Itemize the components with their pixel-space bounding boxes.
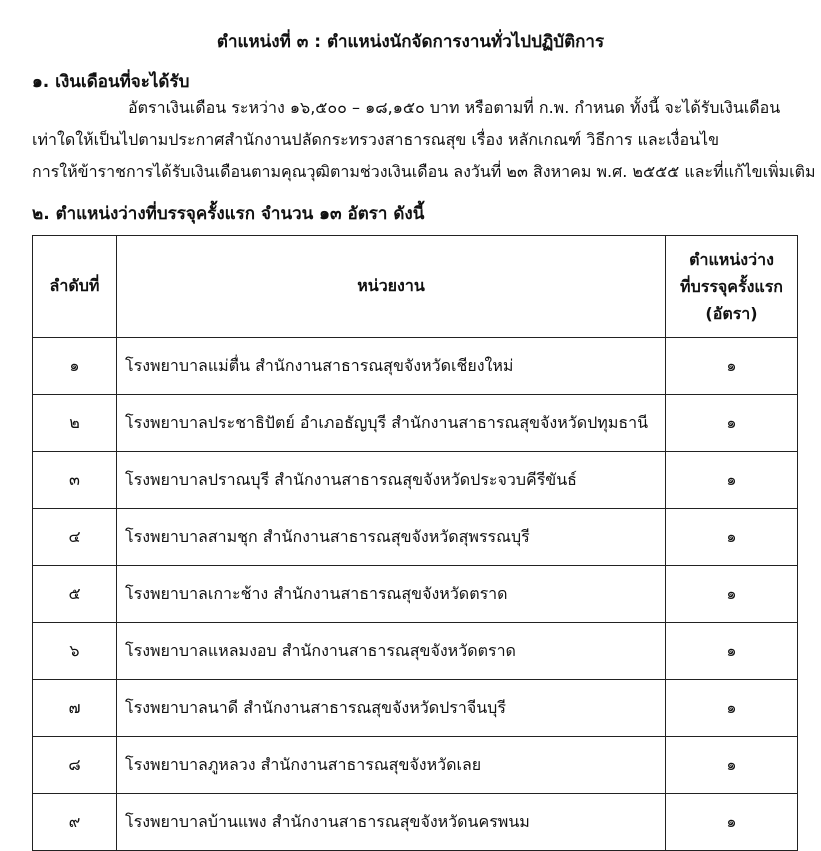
header-qty-line-2: ที่บรรจุครั้งแรก [680,277,783,296]
row-unit: โรงพยาบาลเกาะช้าง สำนักงานสาธารณสุขจังหวัดตราด [117,566,666,623]
row-qty: ๑ [666,395,798,452]
row-unit: โรงพยาบาลปราณบุรี สำนักงานสาธารณสุขจังหวัดประจวบคีรีขันธ์ [117,452,666,509]
table-row [33,794,798,851]
row-no: ๙ [33,794,117,851]
row-no: ๓ [33,452,117,509]
row-qty: ๑ [666,794,798,851]
row-unit: โรงพยาบาลภูหลวง สำนักงานสาธารณสุขจังหวัดเลย [117,737,666,794]
table-header-row [33,236,798,338]
row-qty: ๑ [666,452,798,509]
header-unit: หน่วยงาน [117,236,666,338]
salary-paragraph-line-2: เท่าใดให้เป็นไปตามประกาศสำนักงานปลัดกระทรวงสาธารณสุข เรื่อง หลักเกณฑ์ วิธีการ และเงื่อนไข [32,130,720,149]
header-qty-line-3: (อัตรา) [705,304,758,323]
row-unit: โรงพยาบาลบ้านแพง สำนักงานสาธารณสุขจังหวัดนครพนม [117,794,666,851]
row-no: ๒ [33,395,117,452]
row-qty: ๑ [666,509,798,566]
page-title: ตำแหน่งที่ ๓ : ตำแหน่งนักจัดการงานทั่วไปปฏิบัติการ [216,32,605,52]
row-no: ๘ [33,737,117,794]
row-no: ๔ [33,509,117,566]
row-no: ๖ [33,623,117,680]
table-row [33,680,798,737]
row-unit: โรงพยาบาลแม่ตื่น สำนักงานสาธารณสุขจังหวัดเชียงใหม่ [117,338,666,395]
row-no: ๗ [33,680,117,737]
table-row [33,395,798,452]
table-row [33,737,798,794]
row-no: ๑ [33,338,117,395]
table-row [33,623,798,680]
table-row [33,509,798,566]
row-unit: โรงพยาบาลประชาธิปัตย์ อำเภอธัญบุรี สำนักงานสาธารณสุขจังหวัดปทุมธานี [117,395,666,452]
row-no: ๕ [33,566,117,623]
row-qty: ๑ [666,680,798,737]
table-row [33,338,798,395]
row-qty: ๑ [666,737,798,794]
section-2-heading: ๒. ตำแหน่งว่างที่บรรจุครั้งแรก จำนวน ๑๓ อัตรา ดังนี้ [32,204,425,224]
table-row [33,566,798,623]
table-row [33,452,798,509]
header-no: ลำดับที่ [33,236,117,338]
row-unit: โรงพยาบาลสามชุก สำนักงานสาธารณสุขจังหวัดสุพรรณบุรี [117,509,666,566]
vacancy-table [32,235,798,851]
header-qty-line-1: ตำแหน่งว่าง [689,250,774,269]
row-qty: ๑ [666,623,798,680]
section-1-heading: ๑. เงินเดือนที่จะได้รับ [32,72,190,92]
salary-paragraph-line-3: การให้ข้าราชการได้รับเงินเดือนตามคุณวุฒิตามช่วงเงินเดือน ลงวันที่ ๒๓ สิงหาคม พ.ศ. ๒๕๕๕ และที่แก้ไขเพิ่มเติม [32,162,816,181]
row-qty: ๑ [666,338,798,395]
row-unit: โรงพยาบาลนาดี สำนักงานสาธารณสุขจังหวัดปราจีนบุรี [117,680,666,737]
salary-paragraph-line-1: อัตราเงินเดือน ระหว่าง ๑๖,๕๐๐ – ๑๘,๑๕๐ บาท หรือตามที่ ก.พ. กำหนด ทั้งนี้ จะได้รับเงินเดือน [128,98,781,117]
row-unit: โรงพยาบาลแหลมงอบ สำนักงานสาธารณสุขจังหวัดตราด [117,623,666,680]
header-qty [666,236,798,338]
row-qty: ๑ [666,566,798,623]
